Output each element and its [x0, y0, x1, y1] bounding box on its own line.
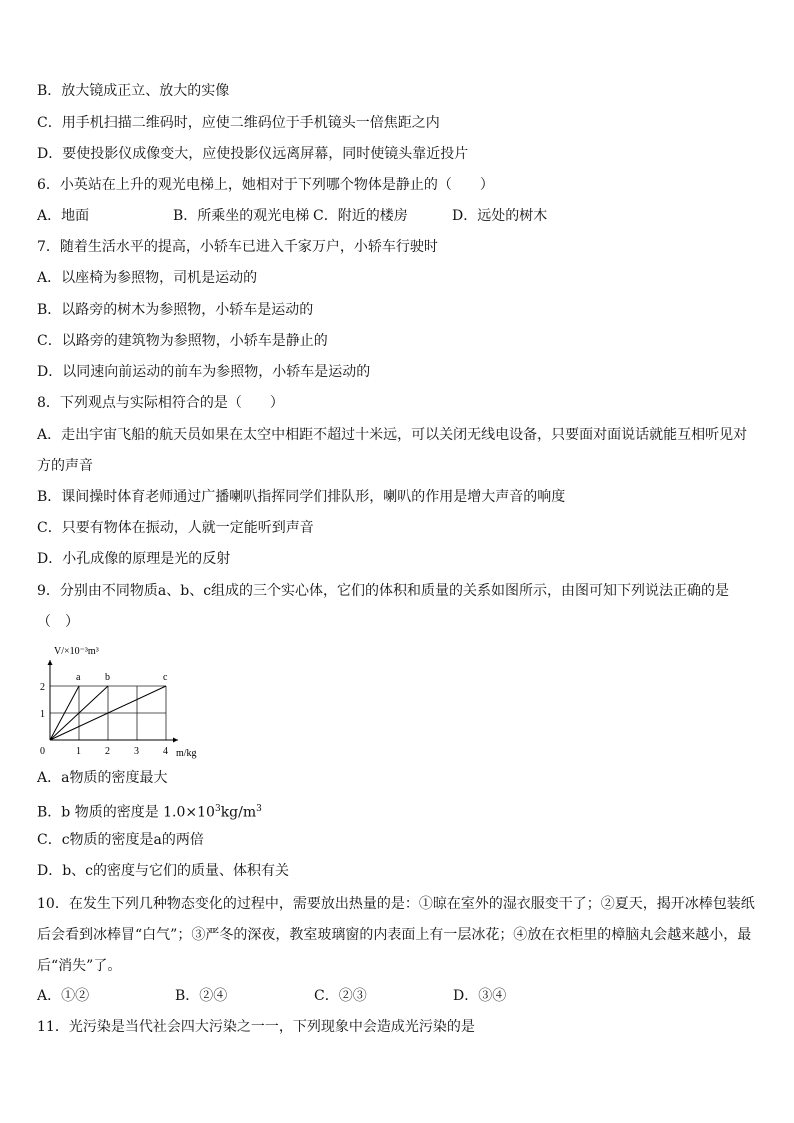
q9-option-b-exp: 3	[214, 804, 221, 814]
q10-option-d: D．③④	[453, 988, 507, 1004]
q6-option-b: B．所乘坐的观光电梯	[173, 208, 310, 224]
series-label-a: a	[76, 672, 81, 683]
option-c-qrcode: C．用手机扫描二维码时，应使二维码位于手机镜头一倍焦距之内	[37, 115, 440, 131]
series-label-b: b	[105, 672, 110, 683]
option-d-projector: D．要使投影仪成像变大，应使投影仪远离屏幕，同时使镜头靠近投片	[37, 146, 469, 162]
x-tick-label: 3	[134, 746, 139, 757]
q8-option-c: C．只要有物体在振动，人就一定能听到声音	[37, 520, 314, 536]
q8-option-d: D．小孔成像的原理是光的反射	[37, 551, 231, 567]
q7-option-a: A．以座椅为参照物，司机是运动的	[37, 270, 258, 286]
x-axis-arrow	[173, 738, 178, 743]
volume-mass-chart	[36, 642, 226, 762]
origin-label: 0	[40, 746, 45, 757]
q7-option-d: D．以同速向前运动的前车为参照物，小轿车是运动的	[37, 364, 371, 380]
q9-option-a: A．a物质的密度最大	[37, 770, 168, 786]
q7-stem: 7．随着生活水平的提高，小轿车已进入千家万户，小轿车行驶时	[37, 239, 438, 255]
q7-option-c: C．以路旁的建筑物为参照物，小轿车是静止的	[37, 333, 328, 349]
q6-option-d: D．远处的树木	[452, 208, 548, 224]
q10-option-a: A．①②	[37, 988, 90, 1004]
q9-option-b-unit: kg/m	[220, 804, 257, 821]
option-b-magnifier: B．放大镜成正立、放大的实像	[37, 83, 230, 99]
q8-option-a: A．走出宇宙飞船的航天员如果在太空中相距不超过十米远，可以关闭无线电设备，只要面对面说话就能互相听见对方的声音	[37, 427, 748, 474]
q8-option-b: B．课间操时体育老师通过广播喇叭指挥同学们排队形，喇叭的作用是增大声音的响度	[37, 489, 566, 505]
q10-stem: 10．在发生下列几种物态变化的过程中，需要放出热量的是：①晾在室外的湿衣服变干了；②夏天，揭开冰棒包装纸后会看到冰棒冒“白气”；③严冬的深夜，教室玻璃窗的内表面上有一层冰花；④放在衣柜里的樟脑丸会越来越小，最后“消失”了。	[37, 896, 755, 974]
series-label-c: c	[163, 672, 168, 683]
y-axis-arrow	[48, 660, 53, 665]
x-tick-label: 4	[163, 746, 168, 757]
q8-stem: 8．下列观点与实际相符合的是（ ）	[37, 395, 284, 411]
x-tick-label: 2	[105, 746, 110, 757]
q7-option-b: B．以路旁的树木为参照物，小轿车是运动的	[37, 302, 314, 318]
q9-option-c: C．c物质的密度是a的两倍	[37, 832, 204, 848]
chart-axes	[48, 660, 179, 743]
q9-option-d: D．b、c的密度与它们的质量、体积有关	[37, 863, 290, 879]
q10-option-b: B．②④	[175, 988, 228, 1004]
x-axis-title: m/kg	[176, 748, 197, 759]
q11-stem: 11．光污染是当代社会四大污染之一一，下列现象中会造成光污染的是	[37, 1019, 475, 1035]
y-tick-label: 1	[40, 709, 45, 720]
y-axis-title: V/×10⁻³m³	[54, 646, 99, 657]
q10-option-c: C．②③	[314, 988, 367, 1004]
q9-option-b-text: B．b 物质的密度是 1.0×10	[37, 804, 215, 821]
q9-option-b-unit-exp: 3	[256, 804, 262, 814]
q9-option-b	[37, 799, 262, 823]
q6-stem: 6．小英站在上升的观光电梯上，她相对于下列哪个物体是静止的（ ）	[37, 177, 494, 193]
x-tick-label: 1	[76, 746, 81, 757]
q9-stem: 9．分别由不同物质a、b、c组成的三个实心体，它们的体积和质量的关系如图所示，由图可知下列说法正确的是（ ）	[37, 583, 730, 630]
y-tick-label: 2	[40, 682, 45, 693]
q6-option-a: A．地面	[37, 208, 90, 224]
q6-option-c: C．附近的楼房	[313, 208, 408, 224]
